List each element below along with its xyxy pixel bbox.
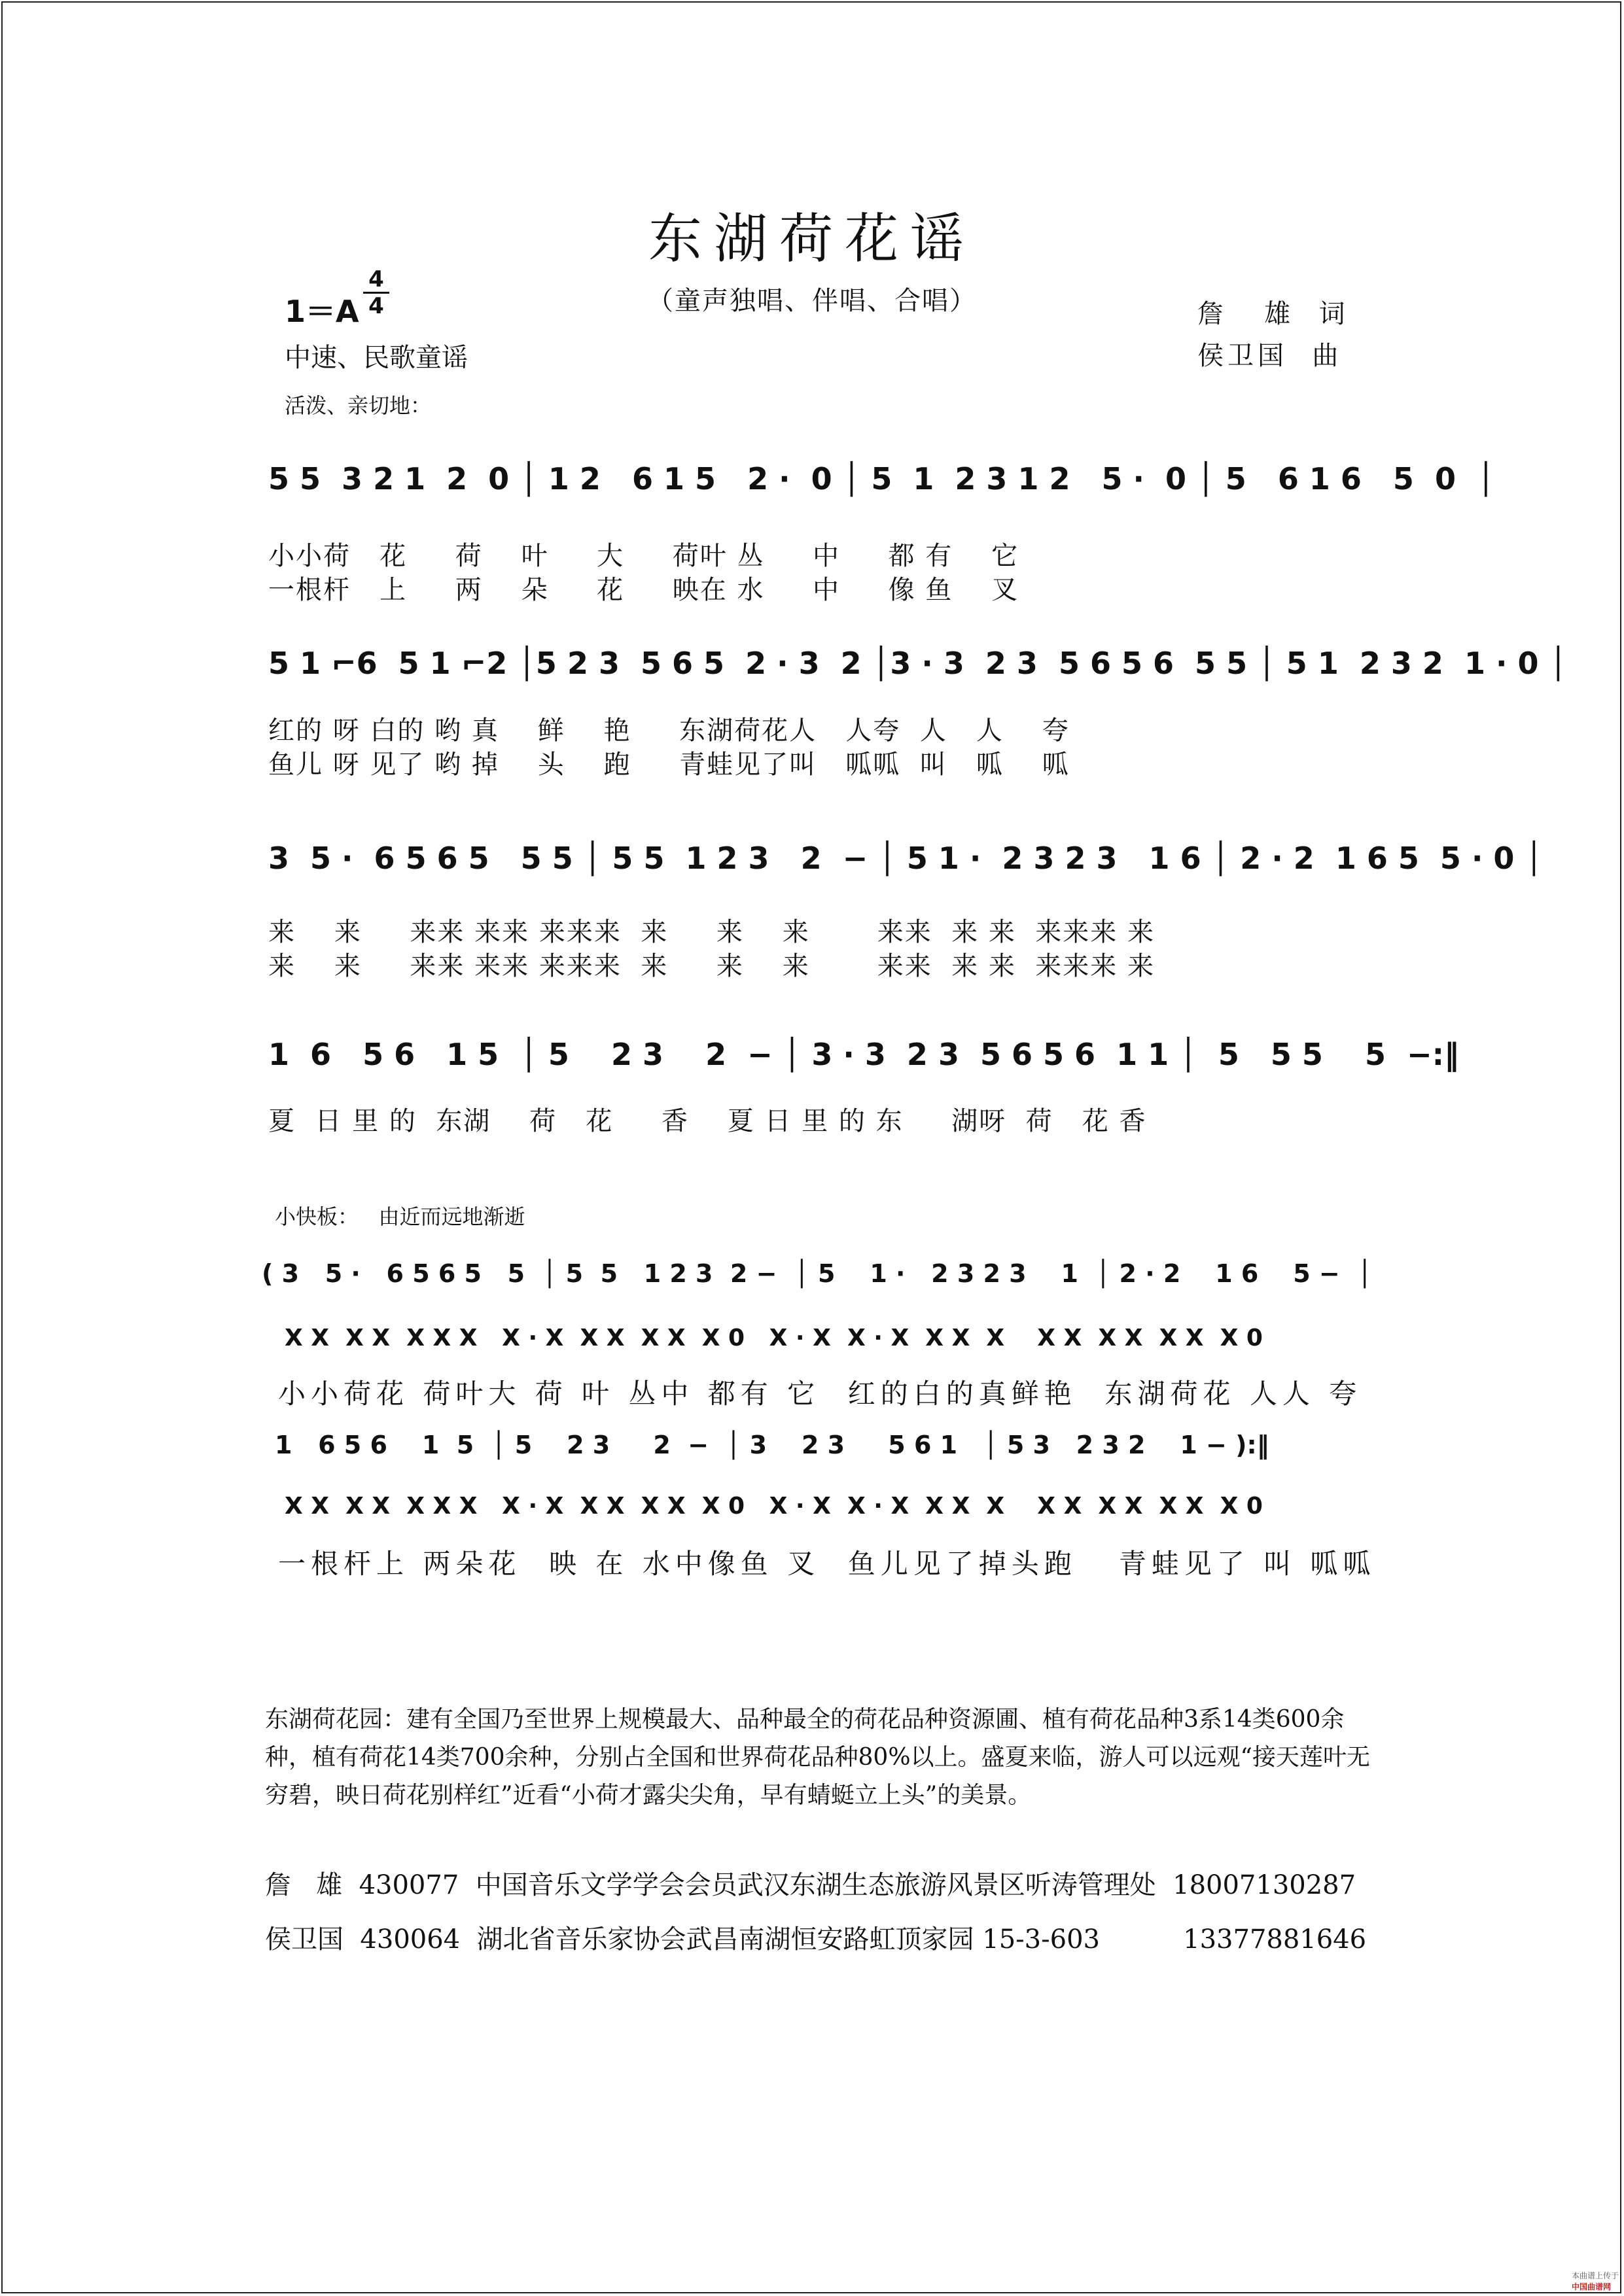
score-row-3-lyric-1: 来 来 来来 来来 来来来 来 来 来 来来 来 来 来来来 来	[268, 917, 1156, 947]
song-subtitle: （童声独唱、伴唱、合唱）	[647, 286, 977, 316]
score-row-2-lyric-1: 红的 呀 白的 哟 真 鲜 艳 东湖荷花人 人夸 人 人 夸	[268, 716, 1070, 746]
score-row-1-lyric-2: 一根杆 上 两 朵 花 映在 水 中 像 鱼 叉	[268, 575, 1019, 605]
score-row-3-music: 3 5 · 6 5 6 5 5 5 │ 5 5 1 2 3 2 − │ 5 1 · 2 3 2 3 1 6 │ 2 · 2 1 6 5 5 · 0 │	[268, 841, 1544, 876]
score-row-2-music: 5 1 ⌐6 5 1 ⌐2 │5 2 3 5 6 5 2 · 3 2 │3 · 3 2 3 5 6 5 6 5 5 │ 5 1 2 3 2 1 · 0 │	[268, 646, 1568, 681]
lyricist-credit: 詹 雄 词	[1197, 299, 1349, 329]
coda-row-1-lyric: 小小荷花 荷叶大 荷 叶 丛中 都有 它 红的白的真鲜艳 东湖荷花 人人 夸	[278, 1378, 1362, 1410]
lotus-garden-description: 东湖荷花园：建有全国乃至世界上规模最大、品种最全的荷花品种资源圃、植有荷花品种3系14类600余种，植有荷花14类700余种，分别占全国和世界荷花品种80%以上。盛夏来临，游人可以远观“接天莲叶无穷碧，映日荷花别样红”近看“小荷才露尖尖角，早有蜻蜓立上头”的美景。	[265, 1706, 1370, 1809]
score-row-1-lyric-1: 小小荷 花 荷 叶 大 荷叶 丛 中 都 有 它	[268, 541, 1019, 571]
score-row-3-lyric-2: 来 来 来来 来来 来来来 来 来 来 来来 来 来 来来来 来	[268, 951, 1156, 981]
coda-row-2-lyric: 一根杆上 两朵花 映 在 水中像鱼 叉 鱼儿见了掉头跑 青蛙见了 叫 呱呱	[278, 1548, 1376, 1580]
time-signature	[363, 267, 389, 319]
score-row-2-lyric-2: 鱼儿 呀 见了 哟 掉 头 跑 青蛙见了叫 呱呱 叫 呱 呱	[268, 750, 1070, 780]
tempo-marking: 中速、民歌童谣	[285, 343, 468, 373]
song-title: 东湖荷花谣	[648, 208, 976, 270]
key-signature: 1＝A	[285, 294, 359, 329]
coda-row-1-music: ( 3 5 · 6 5 6 5 5 │ 5 5 1 2 3 2 − │ 5 1 · 2 3 2 3 1 │ 2 · 2 1 6 5 − │	[262, 1259, 1373, 1288]
time-signature-top: 4	[368, 266, 384, 292]
expression-marking: 活泼、亲切地：	[285, 393, 432, 418]
footer-site[interactable]: 中国曲谱网	[1571, 2282, 1611, 2291]
score-row-4-lyric-1: 夏 日 里 的 东湖 荷 花 香 夏 日 里 的 东 湖呀 荷 花 香	[268, 1106, 1147, 1136]
score-row-4-music: 1 6 5 6 1 5 │ 5 2 3 2 − │ 3 · 3 2 3 5 6 5 6 1 1 │ 5 5 5 5 −:‖	[268, 1037, 1459, 1072]
composer-credit: 侯卫国 曲	[1197, 341, 1343, 371]
score-row-1-music: 5 5 3 2 1 2 0 │ 1 2 6 1 5 2 · 0 │ 5 1 2 3 1 2 5 · 0 │ 5 6 1 6 5 0 │	[268, 461, 1495, 496]
composer-contact: 侯卫国 430064 湖北省音乐家协会武昌南湖恒安路虹顶家园 15-3-603 13377881646	[265, 1924, 1367, 1955]
footer-text: 本曲谱上传于	[1571, 2271, 1619, 2280]
coda-row-1-rhythm: X X X X X X X X · X X X X X X 0 X · X X · X X X X X X X X X X X 0	[285, 1325, 1263, 1351]
coda-label: 小快板： 由近而远地渐逝	[275, 1204, 525, 1229]
upload-footer	[1566, 2261, 1619, 2292]
coda-row-2-rhythm: X X X X X X X X · X X X X X X 0 X · X X · X X X X X X X X X X X 0	[285, 1493, 1263, 1520]
coda-row-2-music: 1 6 5 6 1 5 │ 5 2 3 2 − │ 3 2 3 5 6 1 │ 5 3 2 3 2 1 − ):‖	[275, 1431, 1269, 1459]
time-signature-bottom: 4	[363, 292, 389, 319]
lyricist-contact: 詹 雄 430077 中国音乐文学学会会员武汉东湖生态旅游风景区听涛管理处 18007130287	[265, 1870, 1356, 1900]
